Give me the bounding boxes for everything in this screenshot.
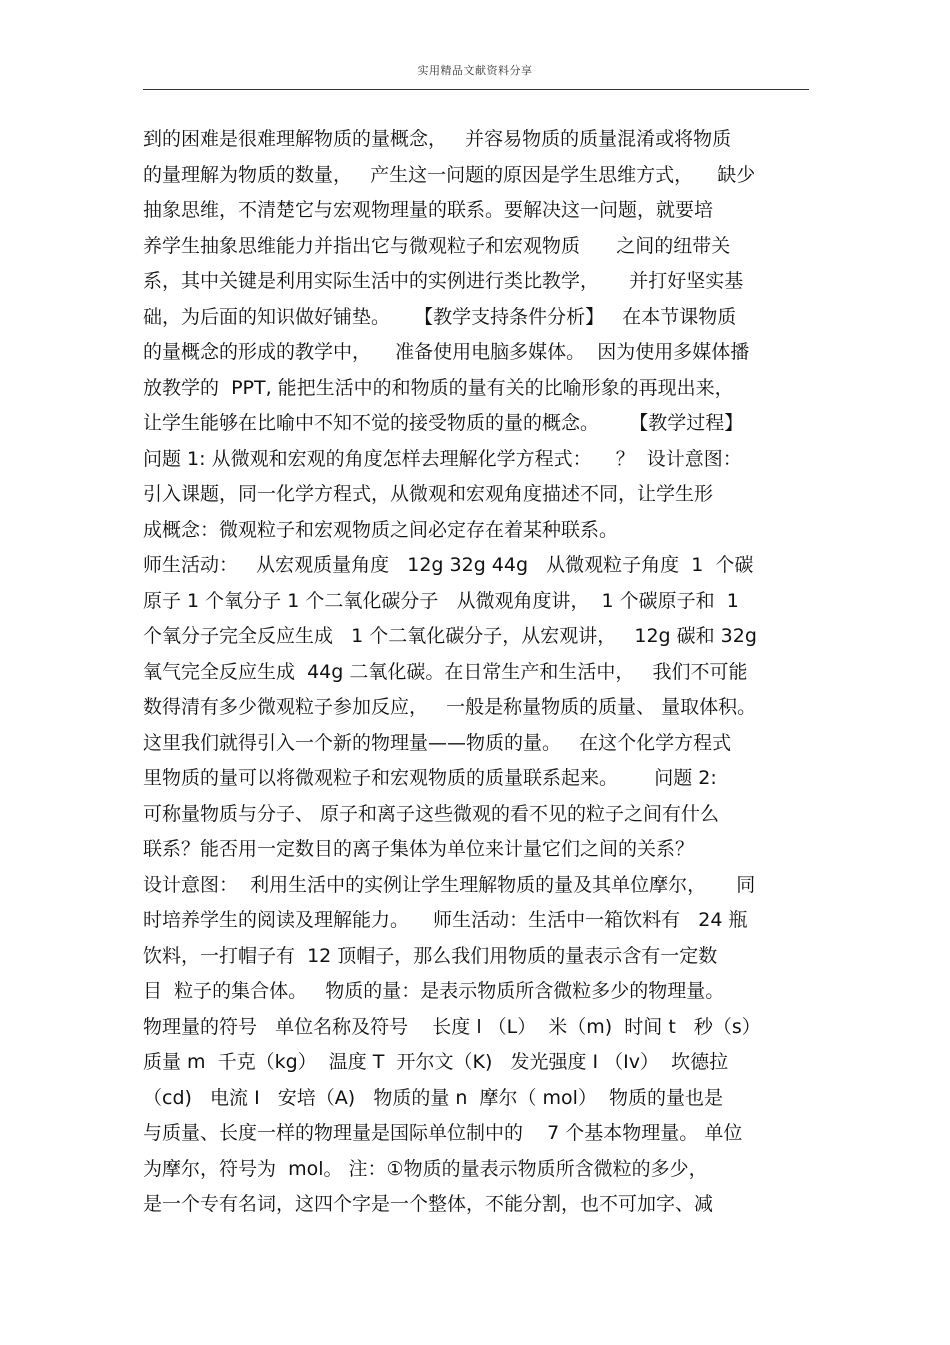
text-line: 引入课题，同一化学方程式，从微观和宏观角度描述不同，让学生形 <box>143 483 714 505</box>
text-line: 氧气完全反应生成 44g 二氧化碳。在日常生产和生活中， 我们不可能 <box>143 660 748 683</box>
text-line: 础，为后面的知识做好铺垫。 【教学支持条件分析】 在本节课物质 <box>143 305 737 328</box>
header-divider <box>143 89 809 90</box>
text-line: 问题 1: 从微观和宏观的角度怎样去理解化学方程式： ？ 设计意图： <box>143 447 742 470</box>
text-line: 里物质的量可以将微观粒子和宏观物质的质量联系起来。 问题 2: <box>143 767 717 789</box>
text-line: 让学生能够在比喻中不知不觉的接受物质的量的概念。 【教学过程】 <box>143 412 744 434</box>
text-line: 的量理解为物质的数量， 产生这一问题的原因是学生思维方式， 缺少 <box>143 163 756 186</box>
text-line: 到的困难是很难理解物质的量概念， 并容易物质的质量混淆或将物质 <box>143 128 732 150</box>
text-line: 这里我们就得引入一个新的物理量——物质的量。 在这个化学方程式 <box>143 731 732 754</box>
text-line: 成概念：微观粒子和宏观物质之间必定存在着某种联系。 <box>143 518 619 541</box>
text-line: 饮料，一打帽子有 12 顶帽子，那么我们用物质的量表示含有一定数 <box>143 944 718 967</box>
text-line: 是一个专有名词，这四个字是一个整体，不能分割，也不可加字、减 <box>143 1193 714 1215</box>
text-line: 质量 m 千克（kg） 温度 T 开尔文（K) 发光强度 I （Iv） 坎德拉 <box>143 1051 729 1073</box>
text-line: 抽象思维，不清楚它与宏观物理量的联系。要解决这一问题，就要培 <box>143 199 714 221</box>
text-line: （cd) 电流 I 安培（A) 物质的量 n 摩尔（ mol） 物质的量也是 <box>143 1086 724 1109</box>
text-line: 物理量的符号 单位名称及符号 长度 l （L） 米（m) 时间 t 秒（s） <box>143 1015 761 1038</box>
text-line: 目 粒子的集合体。 物质的量：是表示物质所含微粒多少的物理量。 <box>143 980 725 1002</box>
text-line: 养学生抽象思维能力并指出它与微观粒子和宏观物质 之间的纽带关 <box>143 234 731 257</box>
text-line: 个氧分子完全反应生成 1 个二氧化碳分子，从宏观讲， 12g 碳和 32g <box>143 625 757 647</box>
text-line: 时培养学生的阅读及理解能力。 师生活动：生活中一箱饮料有 24 瓶 <box>143 909 748 931</box>
page-header: 实用精品文献资料分享 <box>417 64 533 77</box>
text-line: 数得清有多少微观粒子参加反应， 一般是称量物质的质量、 量取体积。 <box>143 696 757 718</box>
text-line: 的量概念的形成的教学中， 准备使用电脑多媒体。 因为使用多媒体播 <box>143 341 750 363</box>
text-line: 为摩尔，符号为 mol。 注：①物质的量表示物质所含微粒的多少， <box>143 1157 708 1180</box>
text-line: 放教学的 PPT, 能把生活中的和物质的量有关的比喻形象的再现出来， <box>143 376 734 399</box>
text-line: 与质量、长度一样的物理量是国际单位制中的 7 个基本物理量。 单位 <box>143 1122 743 1144</box>
text-line: 师生活动： 从宏观质量角度 12g 32g 44g 从微观粒子角度 1 个碳 <box>143 554 754 576</box>
text-line: 可称量物质与分子、 原子和离子这些微观的看不见的粒子之间有什么 <box>143 802 720 825</box>
text-line: 设计意图： 利用生活中的实例让学生理解物质的量及其单位摩尔， 同 <box>143 873 756 896</box>
text-line: 原子 1 个氧分子 1 个二氧化碳分子 从微观角度讲， 1 个碳原子和 1 <box>143 589 739 612</box>
text-line: 联系？能否用一定数目的离子集体为单位来计量它们之间的关系？ <box>143 838 695 860</box>
document-body <box>143 122 823 1223</box>
text-line: 系，其中关键是利用实际生活中的实例进行类比教学， 并打好坚实基 <box>143 270 744 292</box>
